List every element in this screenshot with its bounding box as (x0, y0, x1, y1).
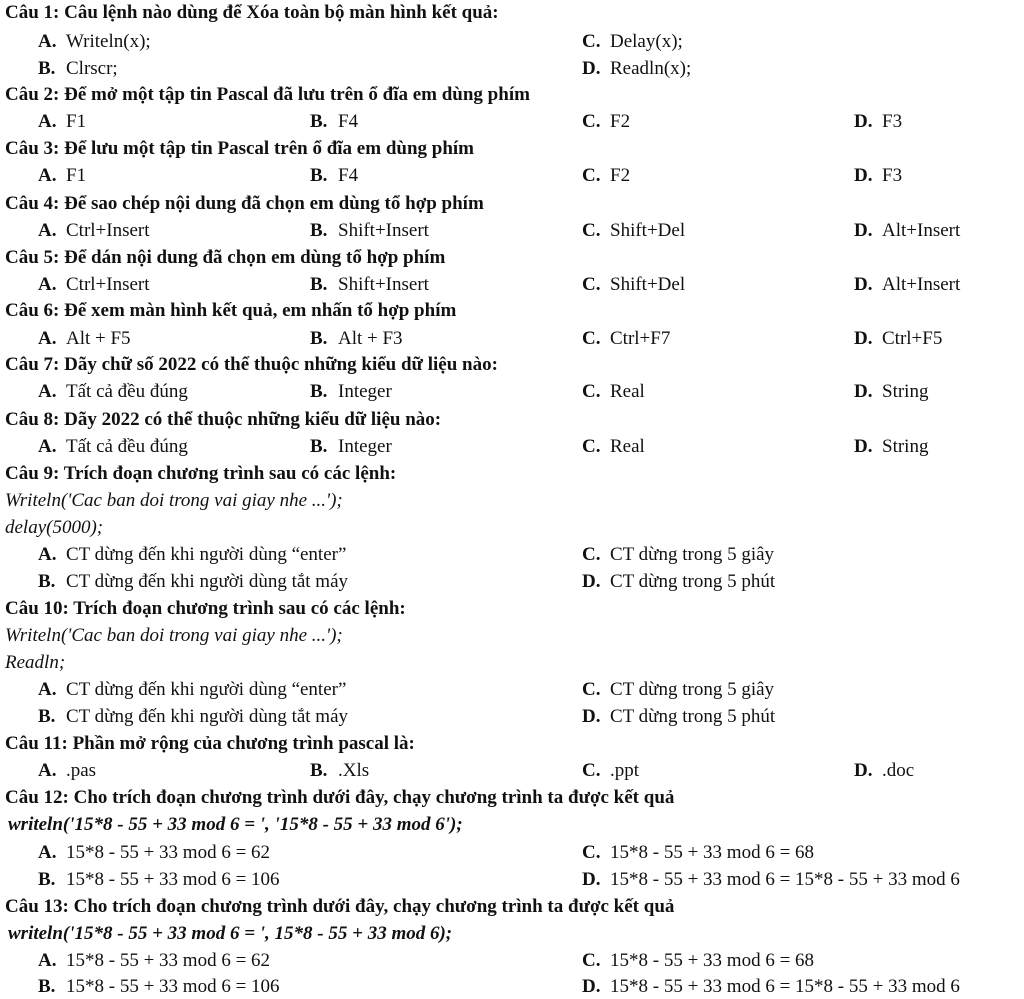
question-title: Câu 3: Để lưu một tập tin Pascal trên ổ đĩa em dùng phím (5, 138, 475, 159)
option: D. 15*8 - 55 + 33 mod 6 = 15*8 - 55 + 33 mod 6 (582, 976, 960, 997)
option: D. F3 (854, 111, 903, 132)
option: C. CT dừng trong 5 giây (582, 544, 775, 565)
question-title: Câu 10: Trích đoạn chương trình sau có các lệnh: (5, 598, 406, 619)
option: C. Real (582, 436, 645, 457)
option: C. CT dừng trong 5 giây (582, 679, 775, 700)
question-title: Câu 5: Để dán nội dung đã chọn em dùng tổ hợp phím (5, 247, 446, 268)
option: B. Clrscr; (38, 58, 118, 79)
question-title: Câu 12: Cho trích đoạn chương trình dưới đây, chạy chương trình ta được kết quả (5, 787, 675, 808)
option: B. CT dừng đến khi người dùng tắt máy (38, 571, 349, 592)
option: A. F1 (38, 111, 87, 132)
option: D. Ctrl+F5 (854, 328, 943, 349)
option: B. Integer (310, 381, 392, 402)
option: D. Alt+Insert (854, 220, 961, 241)
option: C. F2 (582, 165, 631, 186)
option: C. Shift+Del (582, 274, 686, 295)
option: D. CT dừng trong 5 phút (582, 706, 776, 727)
code-line: writeln('15*8 - 55 + 33 mod 6 = ', '15*8 - 55 + 33 mod 6'); (8, 814, 463, 835)
option: D. Alt+Insert (854, 274, 961, 295)
option: B. Alt + F3 (310, 328, 403, 349)
option: D. F3 (854, 165, 903, 186)
question-title: Câu 9: Trích đoạn chương trình sau có các lệnh: (5, 463, 397, 484)
option: B. Shift+Insert (310, 274, 429, 295)
question-title: Câu 6: Để xem màn hình kết quả, em nhấn tổ hợp phím (5, 300, 457, 321)
option: B. Integer (310, 436, 392, 457)
option: D. .doc (854, 760, 915, 781)
option: C. Delay(x); (582, 31, 683, 52)
option: C. F2 (582, 111, 631, 132)
option: D. String (854, 381, 929, 402)
option: B. .Xls (310, 760, 370, 781)
option: A. Ctrl+Insert (38, 274, 150, 295)
option: D. String (854, 436, 929, 457)
option: A. CT dừng đến khi người dùng “enter” (38, 544, 347, 565)
question-title: Câu 13: Cho trích đoạn chương trình dưới đây, chạy chương trình ta được kết quả (5, 896, 675, 917)
option: D. CT dừng trong 5 phút (582, 571, 776, 592)
question-title: Câu 1: Câu lệnh nào dùng để Xóa toàn bộ màn hình kết quả: (5, 2, 499, 23)
option: B. 15*8 - 55 + 33 mod 6 = 106 (38, 976, 280, 997)
option: A. .pas (38, 760, 97, 781)
option: B. F4 (310, 111, 359, 132)
option: A. Tất cả đều đúng (38, 436, 188, 457)
question-title: Câu 7: Dãy chữ số 2022 có thể thuộc những kiểu dữ liệu nào: (5, 354, 498, 375)
option: B. CT dừng đến khi người dùng tắt máy (38, 706, 349, 727)
option: C. Ctrl+F7 (582, 328, 671, 349)
option: C. Shift+Del (582, 220, 686, 241)
option: B. 15*8 - 55 + 33 mod 6 = 106 (38, 869, 280, 890)
option: C. .ppt (582, 760, 640, 781)
option: D. 15*8 - 55 + 33 mod 6 = 15*8 - 55 + 33 mod 6 (582, 869, 960, 890)
option: A. 15*8 - 55 + 33 mod 6 = 62 (38, 950, 271, 971)
option: A. CT dừng đến khi người dùng “enter” (38, 679, 347, 700)
option: C. 15*8 - 55 + 33 mod 6 = 68 (582, 950, 815, 971)
code-line: Writeln('Cac ban doi trong vai giay nhe ...'); (5, 625, 343, 646)
question-title: Câu 2: Để mở một tập tin Pascal đã lưu trên ổ đĩa em dùng phím (5, 84, 530, 105)
option: A. F1 (38, 165, 87, 186)
option: B. F4 (310, 165, 359, 186)
question-title: Câu 8: Dãy 2022 có thể thuộc những kiểu dữ liệu nào: (5, 409, 442, 430)
option: A. Ctrl+Insert (38, 220, 150, 241)
option: D. Readln(x); (582, 58, 692, 79)
code-line: delay(5000); (5, 517, 104, 538)
option: A. 15*8 - 55 + 33 mod 6 = 62 (38, 842, 271, 863)
question-title: Câu 4: Để sao chép nội dung đã chọn em dùng tổ hợp phím (5, 193, 484, 214)
code-line: writeln('15*8 - 55 + 33 mod 6 = ', 15*8 - 55 + 33 mod 6); (8, 923, 453, 944)
option: A. Tất cả đều đúng (38, 381, 188, 402)
option: A. Writeln(x); (38, 31, 151, 52)
code-line: Readln; (5, 652, 66, 673)
code-line: Writeln('Cac ban doi trong vai giay nhe ...'); (5, 490, 343, 511)
option: C. Real (582, 381, 645, 402)
option: A. Alt + F5 (38, 328, 131, 349)
option: C. 15*8 - 55 + 33 mod 6 = 68 (582, 842, 815, 863)
option: B. Shift+Insert (310, 220, 429, 241)
question-title: Câu 11: Phần mở rộng của chương trình pascal là: (5, 733, 415, 754)
